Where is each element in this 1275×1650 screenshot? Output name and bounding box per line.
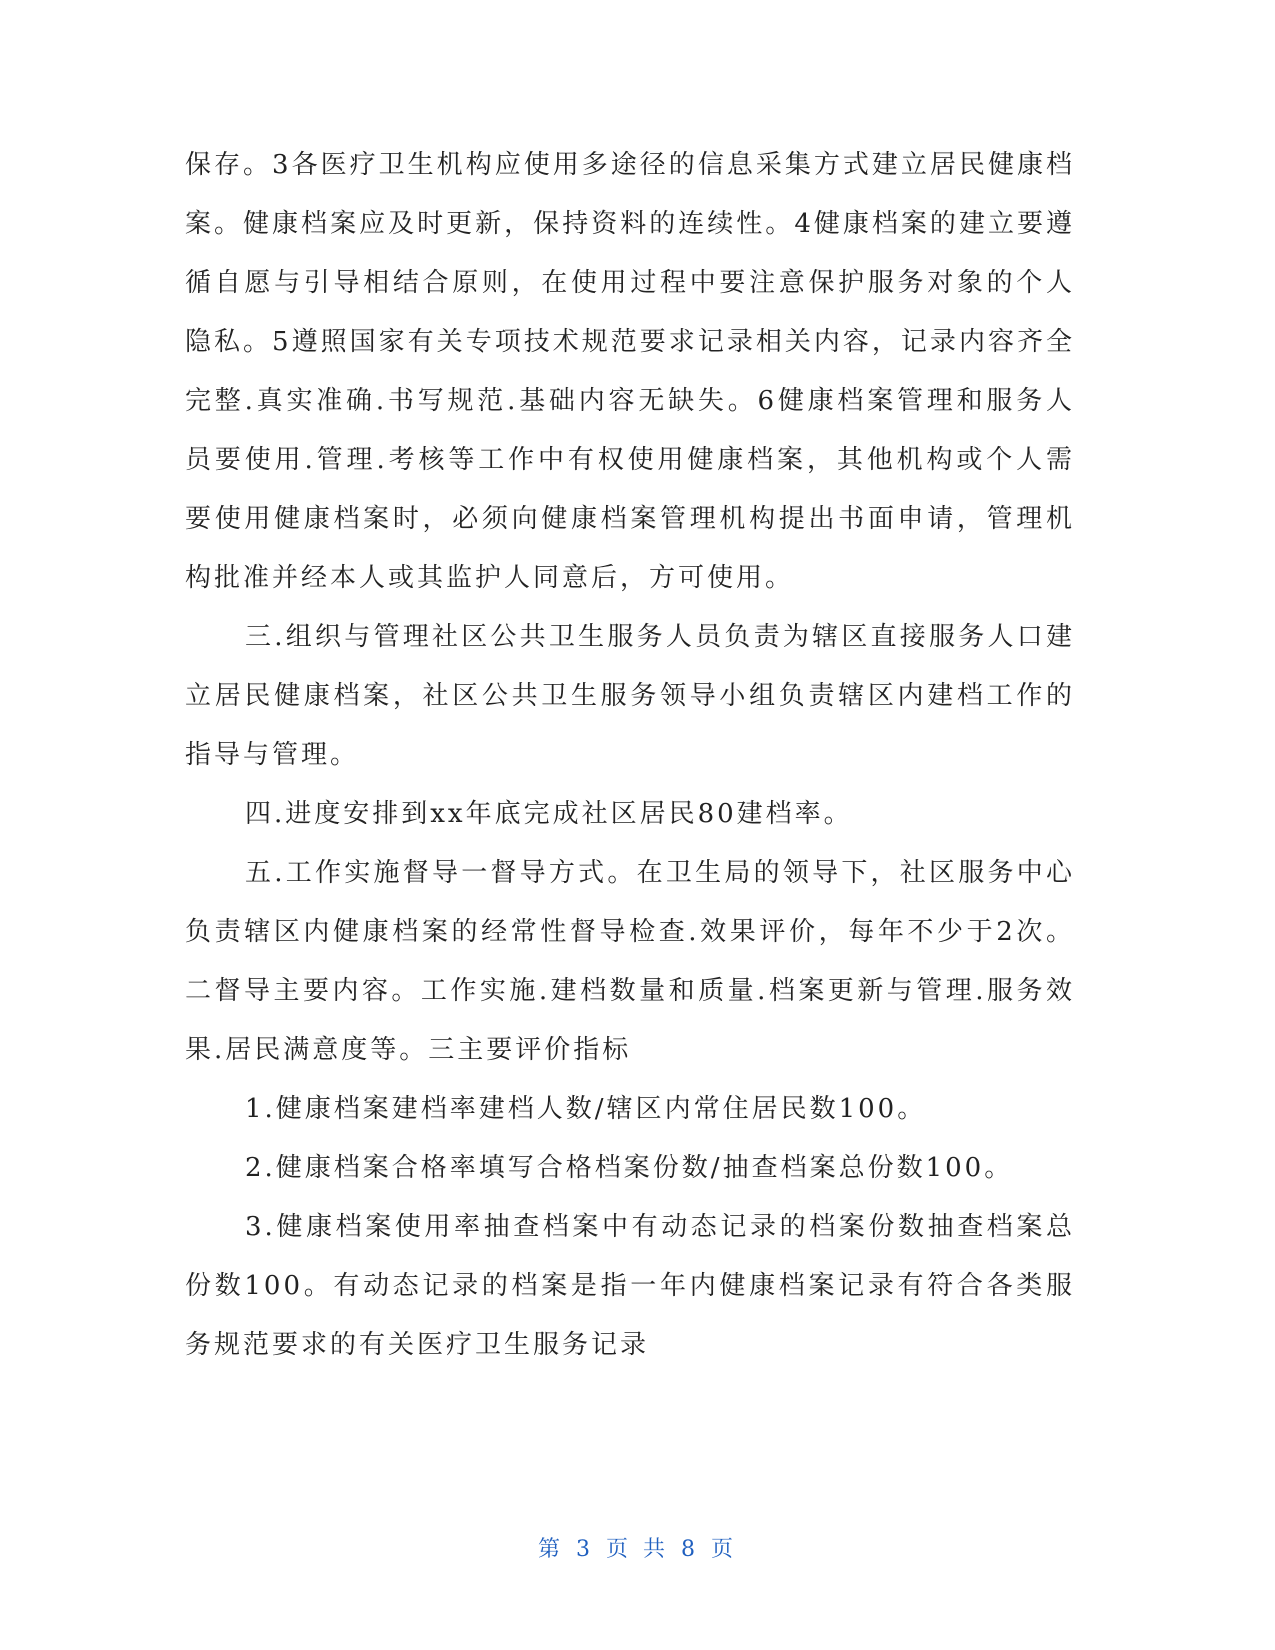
page-footer <box>0 1532 1275 1563</box>
footer-suffix: 页 <box>711 1537 738 1562</box>
footer-current-page: 3 <box>576 1537 594 1562</box>
document-body <box>185 136 1075 1375</box>
paragraph-indicator-usage-rate: 3.健康档案使用率抽查档案中有动态记录的档案份数抽查档案总份数100。有动态记录的档案是指一年内健康档案记录有符合各类服务规范要求的有关医疗卫生服务记录 <box>185 1212 1075 1360</box>
paragraph-indicator-qualified-rate: 2.健康档案合格率填写合格档案份数/抽查档案总份数100。 <box>245 1153 1014 1183</box>
paragraph-organization-management: 三.组织与管理社区公共卫生服务人员负责为辖区直接服务人口建立居民健康档案，社区公共卫生服务领导小组负责辖区内建档工作的指导与管理。 <box>185 622 1075 770</box>
paragraph-storage-rules: 保存。3各医疗卫生机构应使用多途径的信息采集方式建立居民健康档案。健康档案应及时更新，保持资料的连续性。4健康档案的建立要遵循自愿与引导相结合原则，在使用过程中要注意保护服务对象的个人隐私。5遵照国家有关专项技术规范要求记录相关内容，记录内容齐全完整.真实准确.书写规范.基础内容无缺失。6健康档案管理和服务人员要使用.管理.考核等工作中有权使用健康档案，其他机构或个人需要使用健康档案时，必须向健康档案管理机构提出书面申请，管理机构批准并经本人或其监护人同意后，方可使用。 <box>185 150 1075 593</box>
footer-prefix: 第 <box>537 1537 564 1562</box>
paragraph-supervision: 五.工作实施督导一督导方式。在卫生局的领导下，社区服务中心负责辖区内健康档案的经常性督导检查.效果评价，每年不少于2次。二督导主要内容。工作实施.建档数量和质量.档案更新与管理.服务效果.居民满意度等。三主要评价指标 <box>185 858 1075 1065</box>
footer-middle: 页 共 <box>606 1537 669 1562</box>
paragraph-indicator-filing-rate: 1.健康档案建档率建档人数/辖区内常住居民数100。 <box>245 1094 927 1124</box>
paragraph-schedule: 四.进度安排到xx年底完成社区居民80建档率。 <box>245 799 853 829</box>
footer-total-pages: 8 <box>681 1537 699 1562</box>
